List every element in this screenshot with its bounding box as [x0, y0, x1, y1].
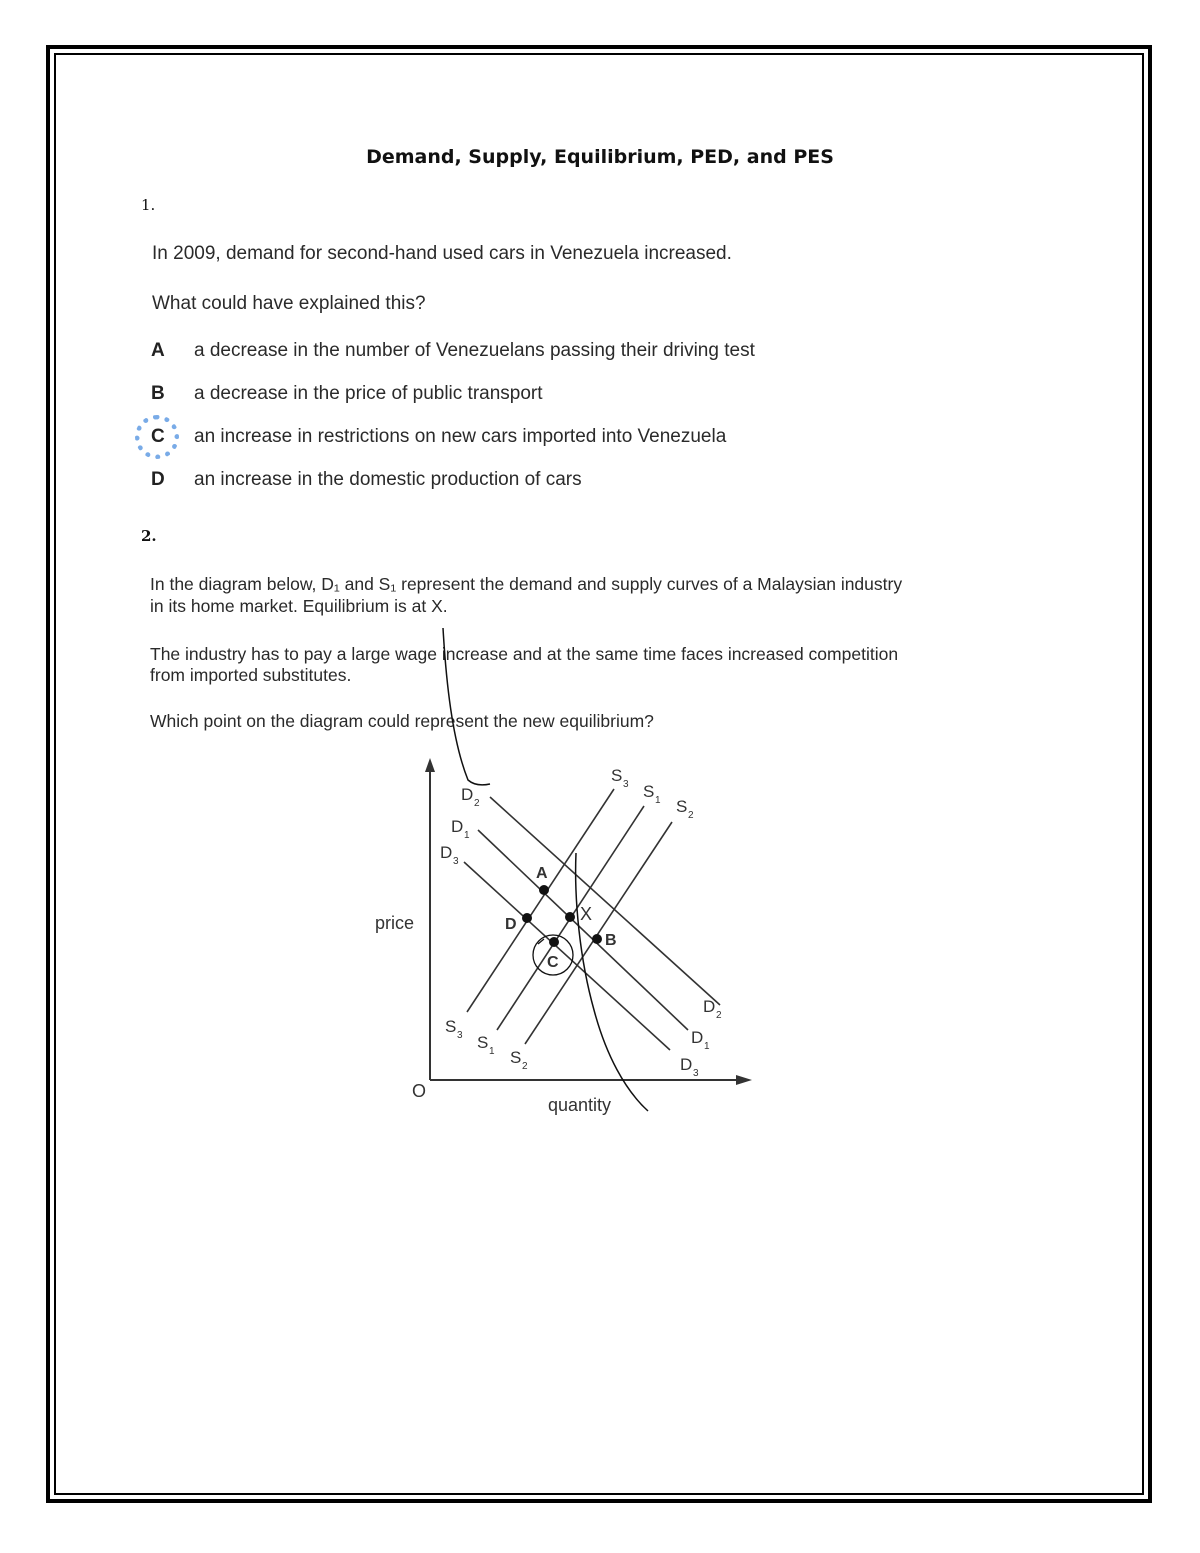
- demand-curve-d3: [464, 862, 670, 1050]
- point-a: [539, 885, 549, 895]
- point-x-label: X: [580, 904, 593, 924]
- option-c-letter[interactable]: C: [151, 426, 165, 447]
- point-c: [549, 937, 559, 947]
- option-d-text[interactable]: an increase in the domestic production of cars: [194, 469, 582, 490]
- question-2-prompt: Which point on the diagram could represent the new equilibrium?: [150, 711, 654, 731]
- x-axis-label: quantity: [548, 1095, 612, 1115]
- label-d1-top: D: [451, 817, 464, 836]
- origin-label: O: [412, 1081, 427, 1101]
- label-s3-bottom-sub: 3: [457, 1030, 463, 1041]
- x-axis-arrow-icon: [736, 1075, 752, 1085]
- option-b-text[interactable]: a decrease in the price of public transport: [194, 383, 543, 404]
- demand-curve-d2: [490, 797, 720, 1005]
- question-1-number: 1.: [141, 196, 156, 214]
- label-s1-bottom-sub: 1: [489, 1046, 495, 1057]
- label-d1-top-sub: 1: [464, 830, 470, 841]
- question-1-prompt: What could have explained this?: [152, 293, 426, 314]
- point-d: [522, 913, 532, 923]
- label-d3-bottom-sub: 3: [693, 1068, 699, 1079]
- question-2-para1-line1: In the diagram below, D₁ and S₁ represent the demand and supply curves of a Malaysian industry: [150, 574, 903, 594]
- y-axis-arrow-icon: [425, 758, 435, 772]
- question-2-para2-line2: from imported substitutes.: [150, 665, 352, 685]
- option-a-letter[interactable]: A: [151, 340, 165, 361]
- question-1-stem: In 2009, demand for second-hand used cars in Venezuela increased.: [152, 243, 732, 264]
- point-b-label: B: [605, 932, 617, 949]
- label-s1-top: S: [643, 782, 655, 801]
- label-s1-top-sub: 1: [655, 795, 661, 806]
- label-d3-top: D: [440, 843, 453, 862]
- handwritten-d-shift-arrow: [443, 628, 490, 785]
- label-d1-bottom-sub: 1: [704, 1041, 710, 1052]
- page-title: Demand, Supply, Equilibrium, PED, and PES: [366, 146, 834, 168]
- option-c-text[interactable]: an increase in restrictions on new cars imported into Venezuela: [194, 426, 727, 447]
- point-a-label: A: [536, 865, 548, 882]
- question-2-para1-line2: in its home market. Equilibrium is at X.: [150, 596, 448, 616]
- label-s2-bottom: S: [510, 1048, 522, 1067]
- point-d-label: D: [505, 916, 517, 933]
- point-b: [592, 934, 602, 944]
- label-d1-bottom: D: [691, 1028, 704, 1047]
- label-d2-bottom: D: [703, 997, 716, 1016]
- label-d2-top-sub: 2: [474, 798, 480, 809]
- point-x: [565, 912, 575, 922]
- question-2-para2-line1: The industry has to pay a large wage increase and at the same time faces increased competition: [150, 644, 899, 664]
- label-s3-top: S: [611, 766, 623, 785]
- supply-curve-s2: [525, 822, 672, 1044]
- label-s3-top-sub: 3: [623, 779, 629, 790]
- option-d-letter[interactable]: D: [151, 469, 165, 490]
- label-s2-top: S: [676, 797, 688, 816]
- option-b-letter[interactable]: B: [151, 383, 165, 404]
- question-2-number: 2.: [141, 527, 157, 545]
- point-c-label: C: [547, 954, 559, 971]
- label-d3-top-sub: 3: [453, 856, 459, 867]
- label-s1-bottom: S: [477, 1033, 489, 1052]
- label-s2-bottom-sub: 2: [522, 1061, 528, 1072]
- label-d3-bottom: D: [680, 1055, 693, 1074]
- y-axis-label: price: [375, 913, 415, 933]
- label-d2-top: D: [461, 785, 474, 804]
- label-s2-top-sub: 2: [688, 810, 694, 821]
- option-a-text[interactable]: a decrease in the number of Venezuelans passing their driving test: [194, 340, 755, 361]
- label-d2-bottom-sub: 2: [716, 1010, 722, 1021]
- label-s3-bottom: S: [445, 1017, 457, 1036]
